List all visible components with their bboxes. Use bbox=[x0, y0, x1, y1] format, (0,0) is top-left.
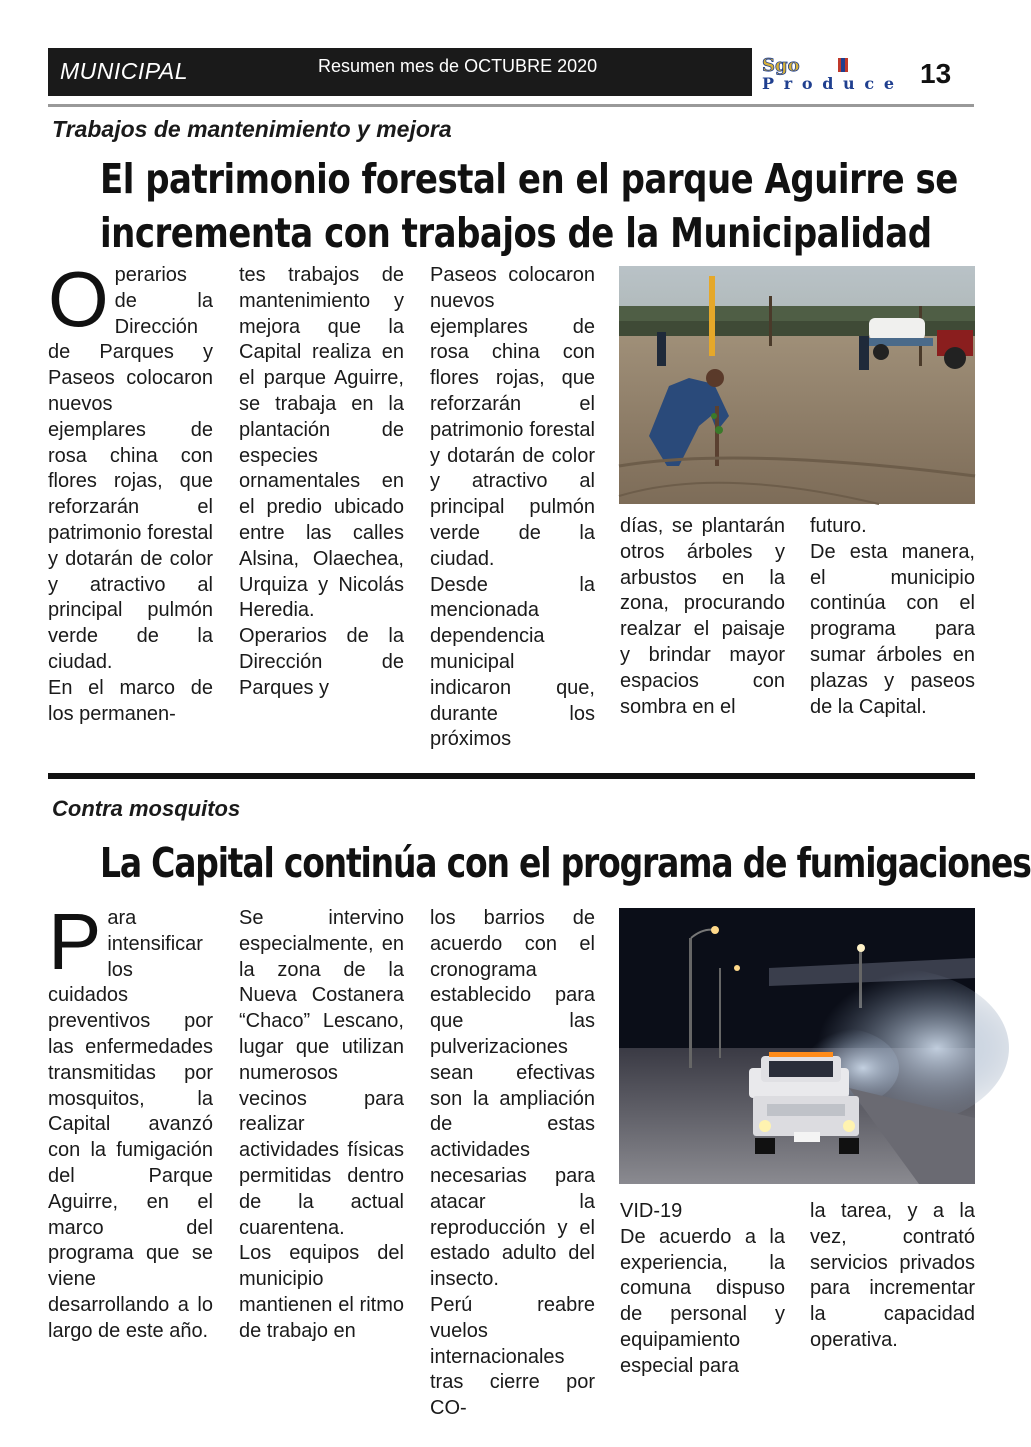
page-number: 13 bbox=[920, 58, 952, 89]
article2-headline: La Capital continúa con el programa de fumigaciones bbox=[100, 838, 1031, 887]
article2-kicker: Contra mosquitos bbox=[52, 796, 241, 821]
article1-photo-park-planting bbox=[619, 266, 975, 504]
article1-col2-paragraph-1: tes trabajos de mantenimiento y mejora que la Capital realiza en el parque Aguirre, se trabaja en la plantación de especies ornamentales en el predio ubicado entre las calles Alsina, Olaechea, Urquiza y Nicolás Heredia. bbox=[239, 264, 404, 622]
article2-col2-paragraph-1: Se intervino especialmente, en la zona de la Nueva Costanera “Chaco” Lescano, lugar que utilizan numerosos vecinos para realizar actividades físicas permitidas dentro de la actual cuarentena. bbox=[239, 907, 404, 1239]
article-divider bbox=[48, 773, 975, 779]
article1-col3-paragraph-2: Desde la mencionada dependencia municipal indicaron que, durante los próximos bbox=[430, 573, 595, 751]
article1-col5-paragraph-2: De esta manera, el municipio continúa con el programa para sumar árboles en plazas y paseos de la Capital. bbox=[810, 540, 975, 718]
publication-logo bbox=[758, 54, 900, 92]
article2-col4-paragraph-1: VID-19 bbox=[620, 1200, 683, 1222]
article1-col1-paragraph: En el marco de los permanen- bbox=[48, 676, 213, 725]
article1-col3-paragraph-1: Paseos colocaron nuevos ejemplares de rosa china con flores rojas, que reforzarán el patrimonio forestal y dotarán de color y atractivo al principal pulmón verde de la ciudad. bbox=[430, 264, 595, 570]
article2-col4-paragraph-2: De acuerdo a la experiencia, la comuna dispuso de personal y equipamiento especial para bbox=[620, 1225, 785, 1377]
section-label: MUNICIPAL bbox=[60, 58, 189, 84]
article2-column-1 bbox=[48, 897, 213, 1404]
article2-col3-paragraph-2: Perú reabre vuelos internacionales tras cierre por CO- bbox=[430, 1293, 595, 1420]
article1-col5-paragraph-1: futuro. bbox=[810, 515, 867, 537]
article1-column-4 bbox=[620, 514, 785, 750]
article1-column-5 bbox=[810, 514, 975, 750]
article2-col2-paragraph-2: Los equipos del municipio mantienen el ritmo de trabajo en bbox=[239, 1242, 404, 1342]
article1-headline-line2: incrementa con trabajos de la Municipalidad bbox=[100, 210, 932, 258]
article1-column-2 bbox=[239, 263, 404, 755]
article2-photo-fumigation-truck bbox=[619, 908, 975, 1184]
logo-word-produce: Produce bbox=[762, 74, 894, 93]
article1-column-3 bbox=[430, 263, 595, 755]
article2-lead-text: ara intensificar los cuidados preventivos por las enfermedades transmitidas por mosquitos, la Capital avanzó con la fumigación del Parque Aguirre, en el marco del programa que se viene desarrollando a lo largo de este año. bbox=[48, 907, 213, 1342]
article2-column-4 bbox=[620, 1199, 785, 1399]
article1-lead-text: perarios de la Dirección de Parques y Paseos colocaron nuevos ejemplares de rosa china con flores rojas, que reforzarán el patrimonio forestal y dotarán de color y atractivo al principal pulmón verde de la ciudad. bbox=[48, 264, 213, 673]
article2-col3-paragraph-1: los barrios de acuerdo con el cronograma establecido para que las pulverizaciones sean efectivas son la ampliación de estas actividades necesarias para atacar la reproducción y el estado adulto del insecto. bbox=[430, 907, 595, 1291]
article2-column-3 bbox=[430, 906, 595, 1420]
article1-headline-line1: El patrimonio forestal en el parque Aguirre se bbox=[100, 156, 958, 204]
article2-column-2 bbox=[239, 906, 404, 1404]
article1-col2-paragraph-2: Operarios de la Dirección de Parques y bbox=[239, 625, 404, 699]
article1-col4-paragraph: días, se plantarán otros árboles y arbustos en la zona, procurando realzar el paisaje y brindar mayor espacios con sombra en el bbox=[620, 515, 785, 718]
article2-dropcap: P bbox=[48, 897, 102, 986]
article2-column-5 bbox=[810, 1199, 975, 1399]
article1-kicker: Trabajos de mantenimiento y mejora bbox=[52, 116, 452, 142]
header-rule bbox=[48, 104, 974, 107]
article1-dropcap: O bbox=[48, 255, 109, 343]
logo-word-sgo: Sgo bbox=[762, 55, 800, 76]
article2-col5-paragraph: la tarea, y a la vez, contrató servicios privados para incrementar la capacidad operativa. bbox=[810, 1200, 975, 1351]
article1-column-1 bbox=[48, 255, 213, 755]
issue-summary: Resumen mes de OCTUBRE 2020 bbox=[318, 56, 598, 76]
